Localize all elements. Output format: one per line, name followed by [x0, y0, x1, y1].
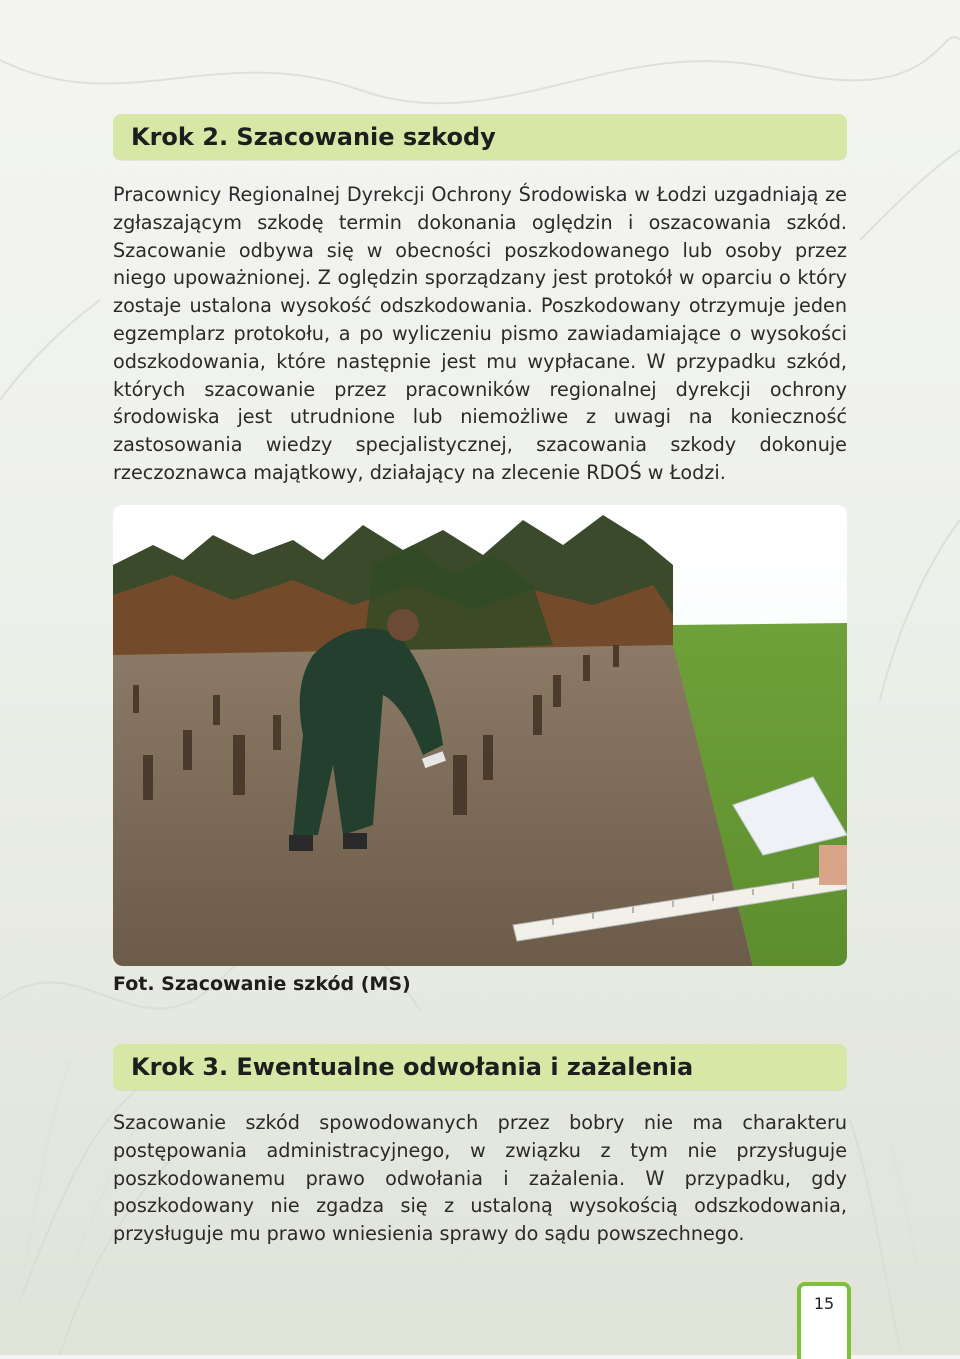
step-3-body: Szacowanie szkód spowodowanych przez bobry nie ma charakteru postępowania administracyjnego, w związku z tym nie przysługuje poszkodowanemu prawo odwołania i zażalenia. W przypadku, gdy poszkodowany nie zgadza się z ustaloną wysokością odszkodowania, przysługuje mu prawo wniesienia sprawy do sądu powszechnego.: [113, 1111, 847, 1246]
step-3-header: [113, 1044, 847, 1090]
step-2-header: [113, 114, 847, 160]
step-2-title: Krok 2. Szacowanie szkody: [131, 123, 496, 151]
step-2-body: Pracownicy Regionalnej Dyrekcji Ochrony Środowiska w Łodzi uzgadniają ze zgłaszającym szkodę termin dokonania oględzin i oszacowania szkód. Szacowanie odbywa się w obecności poszkodowanego lub osoby przez niego upoważnionej. Z oględzin sporządzany jest protokół w oparciu o który zostaje ustalona wysokość odszkodowania. Poszkodowany otrzymuje jeden egzemplarz protokołu, a po wyliczeniu pismo zawiadamiające o wysokości odszkodowania, które następnie jest mu wypłacane. W przypadku szkód, których szacowanie przez pracowników regionalnej dyrekcji ochrony środowiska jest utrudnione lub niemożliwe z uwagi na konieczność zastosowania wiedzy specjalistycznej, szacowania szkody dokonuje rzeczoznawca majątkowy, działający na zlecenie RDOŚ w Łodzi.: [113, 183, 847, 484]
step-3-title: Krok 3. Ewentualne odwołania i zażalenia: [131, 1053, 694, 1081]
photo-illustration: [113, 505, 847, 966]
photo-caption: Fot. Szacowanie szkód (MS): [113, 973, 411, 995]
field-photo: [113, 505, 847, 966]
page-number-tab: [797, 1282, 851, 1359]
page-number: 15: [813, 1294, 835, 1313]
